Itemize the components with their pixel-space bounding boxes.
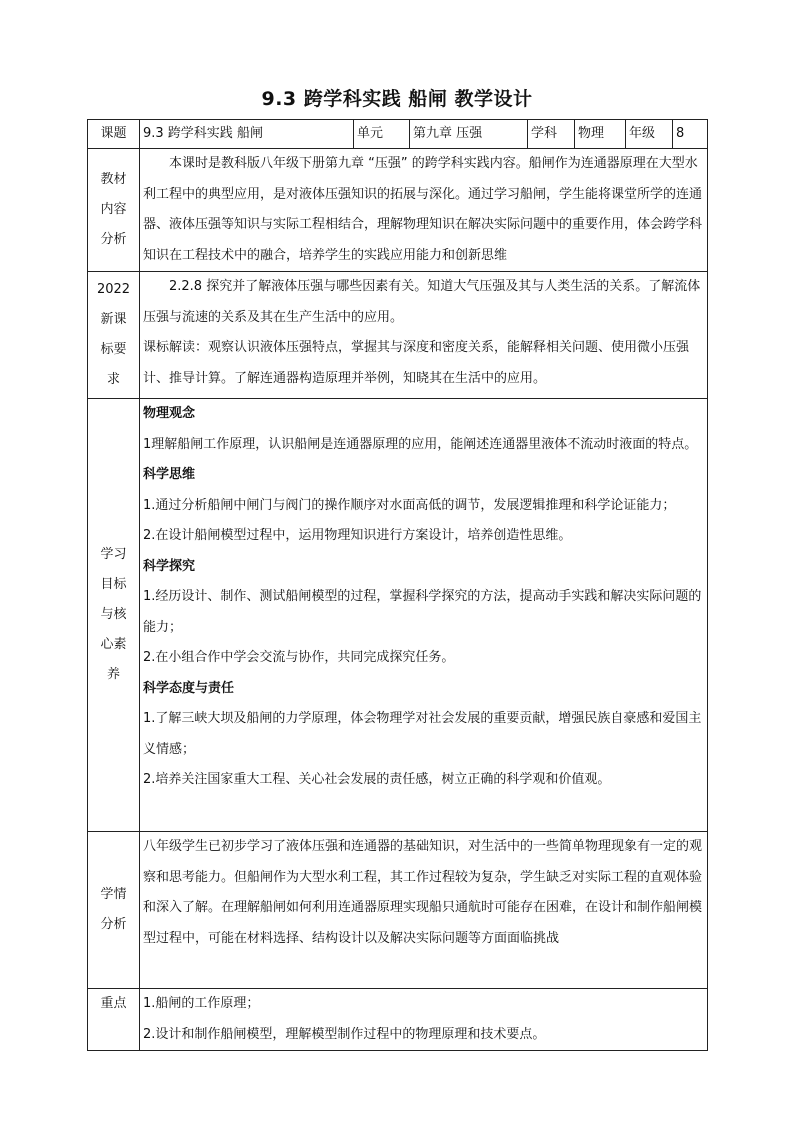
subject-value: 物理: [575, 120, 626, 149]
goals-scientific-inquiry-2: 2.在小组合作中学会交流与协作，共同完成探究任务。: [143, 650, 455, 665]
standard-content: [140, 272, 708, 399]
key-points-content: [140, 989, 708, 1051]
goals-row: [88, 399, 708, 832]
textbook-text: 本课时是教科版八年级下册第九章 “压强” 的跨学科实践内容。船闸作为连通器原理在大型水利工程中的典型应用，是对液体压强知识的拓展与深化。通过学习船闸，学生能将课堂所学的连通器、液体压强等知识与实际工程相结合，理解物理知识在解决实际问题中的重要作用，体会跨学科知识在工程技术中的融合，培养学生的实践应用能力和创新思维: [143, 156, 703, 263]
standard-label: [88, 272, 140, 399]
key-points-row: [88, 989, 708, 1051]
key-points-label: 重点: [88, 989, 140, 1051]
unit-label: 单元: [354, 120, 410, 149]
students-content: [140, 832, 708, 989]
students-label-text: 学情 分析: [100, 887, 127, 932]
goals-scientific-thinking-1: 1.通过分析船闸中闸门与阀门的操作顺序对水面高低的调节，发展逻辑推理和科学论证能力；: [143, 497, 676, 513]
grade-value: 8: [673, 120, 708, 149]
goals-attitude-responsibility-2: 2.培养关注国家重大工程、关心社会发展的责任感，树立正确的科学观和价值观。: [143, 772, 611, 787]
goals-attitude-responsibility-1: 1.了解三峡大坝及船闸的力学原理，体会物理学对社会发展的重要贡献，增强民族自豪感和爱国主义情感；: [143, 711, 702, 757]
students-row: [88, 832, 708, 989]
students-text: 八年级学生已初步学习了液体压强和连通器的基础知识，对生活中的一些简单物理现象有一定的观察和思考能力。但船闸作为大型水利工程，其工作过程较为复杂，学生缺乏对实际工程的直观体验和深入了解。在理解船闸如何利用连通器原理实现船只通航时可能存在困难，在设计和制作船闸模型过程中，可能在材料选择、结构设计以及解决实际问题等方面面临挑战: [143, 839, 703, 946]
unit-value: 第九章 压强: [410, 120, 528, 149]
textbook-row: [88, 149, 708, 272]
topic-value: 9.3 跨学科实践 船闸: [140, 120, 354, 149]
header-row: [88, 120, 708, 149]
goals-label: [88, 399, 140, 832]
goals-scientific-thinking-2: 2.在设计船闸模型过程中，运用物理知识进行方案设计，培养创造性思维。: [143, 528, 572, 543]
goals-label-text: 学习 目标 与核 心素 养: [100, 547, 127, 682]
standard-paragraph-1: 2.2.8 探究并了解液体压强与哪些因素有关。知道大气压强及其与人类生活的关系。了解流体压强与流速的关系及其在生产生活中的应用。: [143, 279, 701, 325]
key-points-1: 1.船闸的工作原理；: [143, 996, 260, 1011]
lesson-plan-table: [87, 119, 708, 1051]
document-title: 9.3 跨学科实践 船闸 教学设计: [261, 88, 533, 110]
goals-physics-concept-1: 1理解船闸工作原理，认识船闸是连通器原理的应用，能阐述连通器里液体不流动时液面的特点。: [143, 436, 698, 452]
grade-label: 年级: [626, 120, 673, 149]
goals-heading-scientific-thinking: 科学思维: [143, 467, 196, 482]
textbook-label: [88, 149, 140, 272]
goals-heading-physics-concept: 物理观念: [143, 406, 196, 421]
standard-label-text: 2022 新课 标要 求: [96, 282, 131, 387]
subject-label: 学科: [528, 120, 575, 149]
textbook-content: [140, 149, 708, 272]
goals-scientific-inquiry-1: 1.经历设计、制作、测试船闸模型的过程，掌握科学探究的方法，提高动手实践和解决实际问题的能力；: [143, 589, 702, 635]
textbook-label-text: 教材 内容 分析: [100, 172, 127, 247]
topic-label: 课题: [88, 120, 140, 149]
goals-heading-attitude-responsibility: 科学态度与责任: [143, 680, 235, 696]
standard-paragraph-2: 课标解读：观察认识液体压强特点，掌握其与深度和密度关系，能解释相关问题、使用微小压强计、推导计算。了解连通器构造原理并举例，知晓其在生活中的应用。: [143, 340, 690, 386]
goals-content: [140, 399, 708, 832]
students-label: [88, 832, 140, 989]
standard-row: [88, 272, 708, 399]
key-points-2: 2.设计和制作船闸模型，理解模型制作过程中的物理原理和技术要点。: [143, 1026, 546, 1042]
goals-heading-scientific-inquiry: 科学探究: [143, 558, 196, 574]
